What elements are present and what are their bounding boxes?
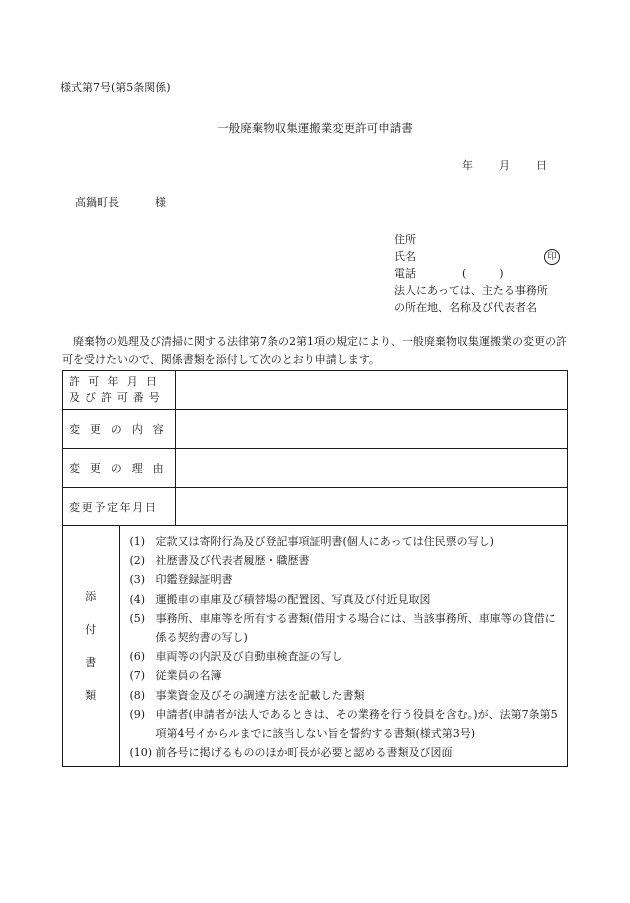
permit-label-line2: 及び許可番号: [69, 391, 165, 404]
form-row-permit: [63, 371, 568, 410]
attachments-list: [119, 526, 568, 767]
date-year: 年: [462, 159, 473, 172]
form-row-attachments: [63, 526, 568, 767]
phone-parens: ( ): [462, 267, 504, 280]
attachment-number: (9): [129, 707, 146, 721]
attachment-item: [126, 647, 562, 666]
attachment-number: (5): [129, 611, 146, 625]
attachment-text: 車両等の内訳及び自動車検査証の写し: [155, 650, 343, 664]
application-form-table: [62, 370, 568, 767]
addressee-honorific: 様: [155, 196, 166, 209]
attachment-number: (8): [129, 688, 146, 702]
addressee: [75, 194, 166, 210]
date-month: 月: [499, 159, 510, 172]
attachment-item: [126, 570, 562, 589]
attachment-text: 事務所、車庫等を所有する書類(借用する場合には、当該事務所、車庫等の貸借に係る契約書の写し): [155, 611, 556, 645]
attachments-header-char: 類: [85, 689, 97, 703]
attachment-text: 従業員の名簿: [155, 669, 222, 683]
attachment-item: [126, 686, 562, 705]
address-label: 住所: [394, 233, 416, 246]
permit-label: [63, 371, 176, 410]
attachments-header-char: 添: [85, 590, 97, 604]
form-row-scheduled: [63, 488, 568, 526]
form-row-reason: [63, 449, 568, 488]
attachments-header: [63, 526, 120, 767]
attachment-number: (6): [129, 650, 146, 664]
attachment-item: [126, 743, 562, 762]
attachment-number: (1): [129, 535, 146, 548]
attachment-number: (4): [129, 592, 146, 606]
attachment-item: [126, 590, 562, 609]
change-content-field[interactable]: [176, 410, 568, 449]
form-row-content: [63, 410, 568, 449]
document-title: 一般廃棄物収集運搬業変更許可申請書: [217, 121, 413, 135]
attachment-text: 前各号に掲げるもののほか町長が必要と認める書類及び図面: [155, 746, 453, 760]
attachment-item: [126, 551, 562, 570]
date-line: [462, 157, 547, 173]
attachment-number: (2): [129, 554, 146, 568]
applicant-block: [394, 231, 548, 316]
change-reason-label: 変更の理由: [63, 449, 176, 488]
corp-note-line2: の所在地、名称及び代表者名: [394, 301, 537, 314]
attachment-item: [126, 705, 562, 743]
scheduled-date-field[interactable]: [176, 488, 568, 526]
intro-text: 廃棄物の処理及び清掃に関する法律第7条の2第1項の規定により、一般廃棄物収集運搬業の変更の許可を受けたいので、関係書類を添付して次のとおり申請します。: [62, 335, 567, 366]
seal-mark: 印: [544, 249, 560, 265]
change-reason-field[interactable]: [176, 449, 568, 488]
attachment-text: 運搬車の車庫及び積替場の配置図、写真及び付近見取図: [155, 592, 431, 606]
attachment-item: [126, 666, 562, 685]
scheduled-date-label: 変更予定年月日: [63, 488, 176, 526]
attachment-number: (10): [129, 746, 153, 760]
attachment-item: [126, 609, 562, 647]
attachments-header-char: 書: [85, 656, 97, 670]
attachment-number: (3): [129, 573, 146, 587]
name-label: 氏名: [394, 250, 416, 263]
permit-label-line1: 許可年月日: [69, 375, 166, 388]
attachment-text: 印鑑登録証明書: [155, 573, 233, 587]
phone-label: 電話: [394, 267, 416, 280]
attachment-item: [126, 532, 562, 551]
attachment-text: 社歴書及び代表者履歴・職歴書: [155, 554, 310, 568]
attachment-text: 定款又は寄附行為及び登記事項証明書(個人にあっては住民票の写し): [155, 535, 494, 548]
form-number: 様式第7号(第5条関係): [60, 81, 171, 94]
permit-value-field[interactable]: [176, 371, 568, 410]
phone-row: [394, 265, 548, 282]
attachments-header-char: 付: [85, 623, 97, 637]
attachment-number: (7): [129, 669, 146, 683]
corp-note-line1: 法人にあっては、主たる事務所: [394, 284, 548, 297]
addressee-name: 高鍋町長: [75, 196, 119, 209]
attachment-text: 申請者(申請者が法人であるときは、その業務を行う役員を含む。)が、法第7条第5項第4号イからルまでに該当しない旨を誓約する書類(様式第3号): [155, 707, 558, 741]
date-day: 日: [536, 159, 547, 172]
attachment-text: 事業資金及びその調達方法を記載した書類: [155, 688, 365, 702]
change-content-label: 変更の内容: [63, 410, 176, 449]
intro-paragraph: [62, 333, 572, 369]
